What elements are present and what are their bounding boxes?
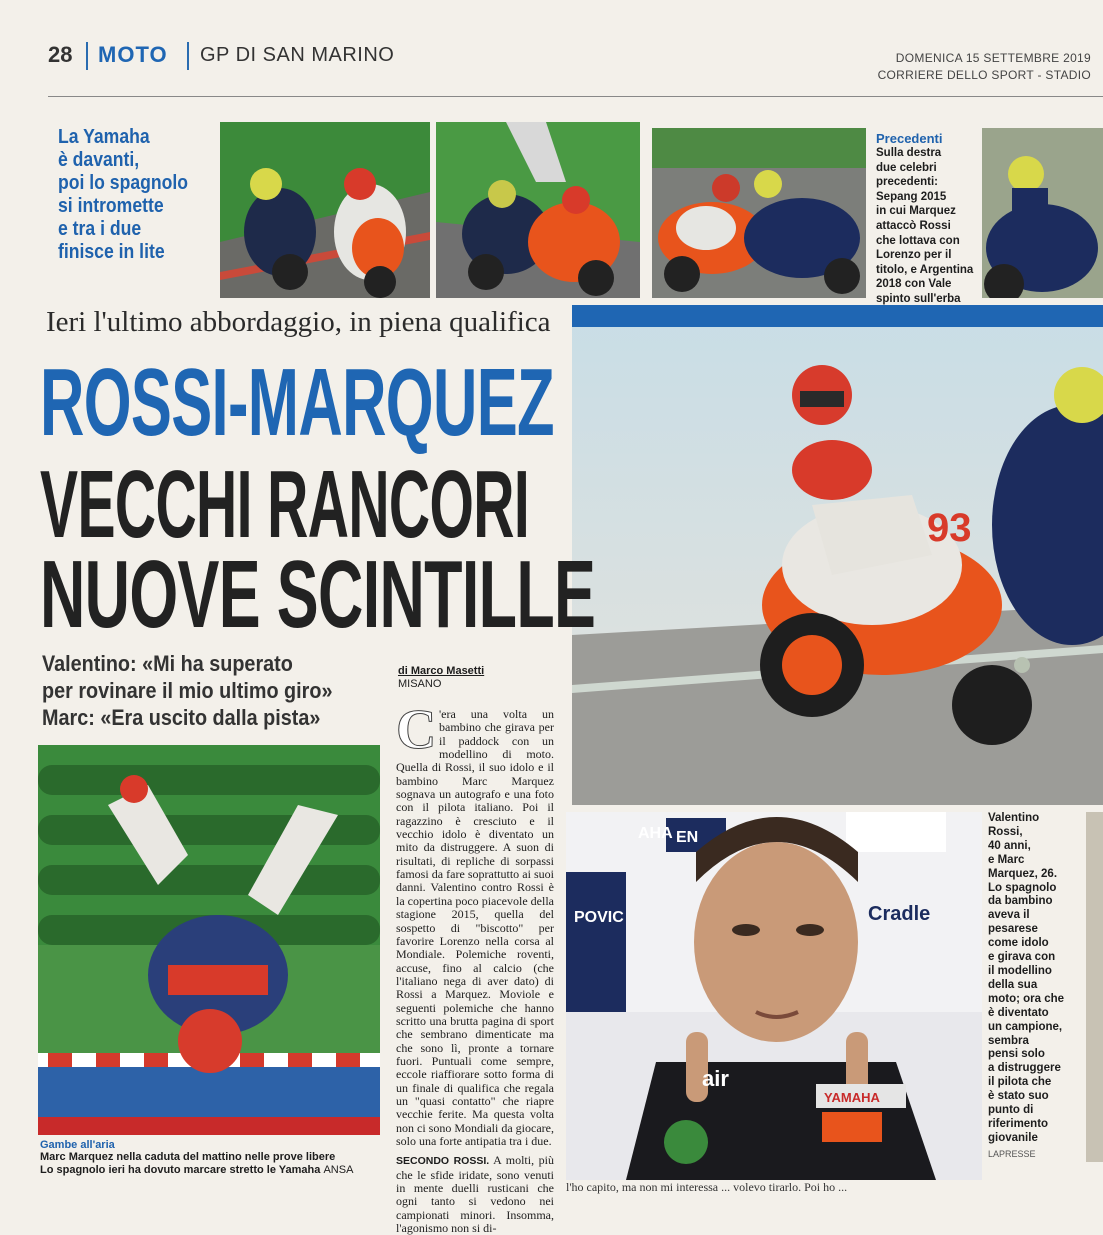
header-divider [187,42,189,70]
caption-line: pensi solo [988,1048,1045,1061]
section-lead: SECONDO ROSSI. [396,1155,490,1168]
quote-line: Marc: «Era uscito dalla pista» [42,705,321,730]
precedenti-title: Precedenti [876,131,943,146]
date-block [878,50,1091,84]
caption-line: attaccò Rossi [876,219,951,232]
caption-line: sembra [988,1034,1029,1047]
dateline: MISANO [398,678,442,690]
section-label: MOTO [98,42,168,67]
sponsor-text: AHA [638,825,673,842]
article-paragraph-2 [396,1154,554,1235]
caption-line: che lottava con [876,234,960,247]
caption-line: titolo, e Argentina [876,263,974,276]
caption-line: come idolo [988,937,1049,950]
caption-line: riferimento [988,1117,1049,1130]
caption-line: da bambino [988,895,1053,908]
subsection-label: GP DI SAN MARINO [200,44,395,66]
issue-date: DOMENICA 15 SETTEMBRE 2019 [895,51,1091,65]
precedent-photo-argentina [982,128,1103,298]
sequence-photo-2 [436,122,640,298]
caption-line: punto di [988,1104,1034,1117]
article-paragraph: A molti, più che le sfide iridate, sono venuti in mente duelli rusticani che ogni tanto si vedono nei campionati minori. Insomma, l'agonismo non si di- [396,1153,554,1235]
portrait-caption [988,812,1076,1146]
kicker-line: si intromette [58,195,164,217]
precedenti-caption [876,146,982,307]
headline-line-3: NUOVE SCINTILLE [40,541,596,648]
caption-line: e girava con [988,951,1056,964]
adjacent-photo-edge [1086,812,1103,1162]
caption-line: Rossi, [988,825,1023,838]
quote-line: per rovinare il mio ultimo giro» [42,678,333,703]
caption-line: Sepang 2015 [876,190,947,203]
sponsor-text: YAMAHA [824,1090,880,1105]
page-number: 28 [48,42,73,67]
crash-photo [38,745,380,1135]
caption-line: Lo spagnolo [988,881,1057,894]
caption-line: e Marc [988,853,1025,866]
caption-line: è stato suo [988,1090,1049,1103]
kicker-line: La Yamaha [58,126,150,148]
caption-line: moto; ora che [988,992,1065,1005]
caption-line: giovanile [988,1131,1038,1144]
sponsor-text: air [702,1066,729,1091]
rossi-portrait-photo [566,812,982,1180]
caption-line: spinto sull'erba [876,292,961,305]
caption-line: Lorenzo per il [876,249,952,262]
caption-line: pesarese [988,923,1038,936]
caption-line: Marc Marquez nella caduta del mattino nelle prove libere [40,1151,336,1163]
caption-line: il pilota che [988,1076,1052,1089]
caption-line: è diventato [988,1006,1049,1019]
bike-number: 93 [927,506,972,550]
caption-line: due celebri [876,161,937,174]
caption-line: a distruggere [988,1062,1061,1075]
sponsor-text: POVIC [574,909,624,926]
next-column-fragment: l'ho capito, ma non mi interessa ... volevo tirarlo. Poi ho ... [566,1180,848,1194]
headline-line-1: ROSSI-MARQUEZ [40,349,554,456]
quote-line: Valentino: «Mi ha superato [42,651,293,676]
caption-line: Lo spagnolo ieri ha dovuto marcare stretto le Yamaha [40,1163,321,1176]
caption-line: Marquez, 26. [988,867,1058,880]
caption-line: Sulla destra [876,147,942,159]
photo-credit: ANSA [323,1163,354,1176]
caption-line: 40 anni, [988,839,1031,852]
header-divider [86,42,88,70]
sponsor-text: EN [676,829,699,846]
precedent-photo-sepang [652,128,866,298]
caption-line: aveva il [988,909,1030,922]
article-body [396,699,554,1235]
caption-line: il modellino [988,964,1052,977]
caption-line: della sua [988,978,1038,991]
byline: di Marco Masetti [398,665,485,677]
headline-overline: Ieri l'ultimo abbordaggio, in piena qualifica [46,306,551,338]
publication-name: CORRIERE DELLO SPORT - STADIO [877,68,1091,82]
main-race-photo [572,305,1103,805]
kicker-line: è davanti, [58,149,140,171]
kicker-line: e tra i due [58,218,142,240]
caption-line: 2018 con Vale [876,278,952,291]
drop-cap: C [396,699,437,761]
sequence-photo-1 [220,122,430,298]
kicker-line: poi lo spagnolo [58,172,189,194]
caption-line: precedenti: [876,176,938,189]
sponsor-text: Cradle [868,903,931,925]
kicker-line: finisce in lite [58,241,165,263]
headline-line-2: VECCHI RANCORI [40,451,530,558]
crash-caption-title: Gambe all'aria [40,1139,115,1151]
crash-caption [40,1151,353,1176]
kicker [58,126,199,264]
caption-line: un campione, [988,1020,1063,1033]
header-rule [48,96,1103,97]
caption-line: in cui Marquez [876,205,956,218]
quotes-deck [42,650,332,731]
portrait-photo-credit: LAPRESSE [988,1149,1036,1159]
article-paragraph: 'era una volta un bambino che girava per il paddock con un modellino di moto. Quella di Rossi, il suo idolo e il bambino Marc Marquez sognava un autografo e una foto con il pilota italiano. Poi il ragazzino è cresciuto e il vecchio idolo è diventato un mito da distruggere. A suon di risultati, di repliche di sorpassi famosi da fare soprattutto ai suoi danni. Valentino contro Rossi è la copertina poco piacevole della stagione 2015, quella del sospetto di "biscotto" per favorire Lorenzo nella corsa al Mondiale. Polemiche roventi, accuse, fino al calcio (che l'italiano nega di aver dato) di Rossi a Marquez. Moviole e seguenti polemiche che hanno scritto una brutta pagina di sport che sembrano dimenticate ma che sono lì, pronte a tornare fuori. Puntuali come sempre, eccole riaffiorare sotto forma di un finale di qualifica che regala un "quasi contatto" che riapre vecchie ferite. Ma questa volta non ci sono Mondiali da giocare, solo una forte antipatia tra i due. [396,707,554,1148]
caption-line: Valentino [988,812,1040,824]
